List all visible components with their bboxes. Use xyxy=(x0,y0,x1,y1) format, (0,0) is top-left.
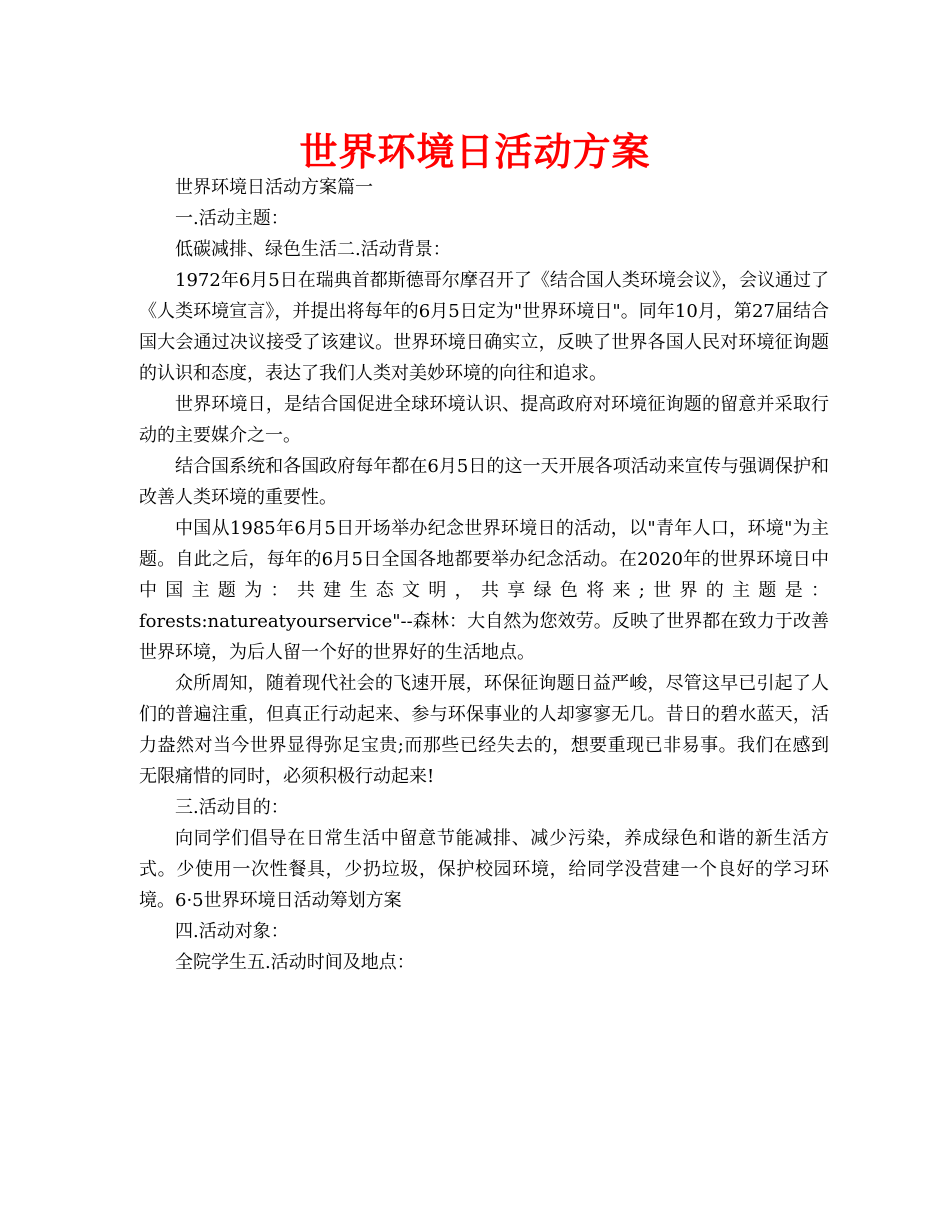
body-paragraph: 中国从1985年6月5日开场举办纪念世界环境日的活动，以"青年人口，环境"为主题。自此之后，每年的6月5日全国各地都要举办纪念活动。在2020年的世界环境日中中国主题为：共建生态文明，共享绿色将来;世界的主题是：forests:natureatyourservice"--森林：大自然为您效劳。反映了世界都在致力于改善世界环境，为后人留一个好的世界好的生活地点。 xyxy=(139,518,829,663)
section-heading: 四.活动对象： xyxy=(175,921,289,942)
section-heading: 世界环境日活动方案篇一 xyxy=(175,177,373,198)
document-body xyxy=(139,172,829,978)
body-paragraph: 低碳减排、绿色生活二.活动背景： xyxy=(175,239,451,260)
body-paragraph: 向同学们倡导在日常生活中留意节能减排、减少污染，养成绿色和谐的新生活方式。少使用一次性餐具，少扔垃圾，保护校园环境，给同学没营建一个良好的学习环境。6·5世界环境日活动筹划方案 xyxy=(139,828,829,911)
body-paragraph: 众所周知，随着现代社会的飞速开展，环保征询题日益严峻，尽管这早已引起了人们的普遍注重，但真正行动起来、参与环保事业的人却寥寥无几。昔日的碧水蓝天，活力盎然对当今世界显得弥足宝贵;而那些已经失去的，想要重现已非易事。我们在感到无限痛惜的同时，必须积极行动起来! xyxy=(139,673,829,787)
body-paragraph: 1972年6月5日在瑞典首都斯德哥尔摩召开了《结合国人类环境会议》，会议通过了《人类环境宣言》，并提出将每年的6月5日定为"世界环境日"。同年10月，第27届结合国大会通过决议接受了该建议。世界环境日确实立，反映了世界各国人民对环境征询题的认识和态度，表达了我们人类对美妙环境的向往和追求。 xyxy=(139,270,829,384)
body-paragraph: 全院学生五.活动时间及地点： xyxy=(175,952,415,973)
body-paragraph: 结合国系统和各国政府每年都在6月5日的这一天开展各项活动来宣传与强调保护和改善人类环境的重要性。 xyxy=(139,456,829,508)
section-heading: 一.活动主题： xyxy=(175,208,289,229)
section-heading: 三.活动目的： xyxy=(175,797,289,818)
document-title: 世界环境日活动方案 xyxy=(299,130,651,174)
body-paragraph: 世界环境日，是结合国促进全球环境认识、提高政府对环境征询题的留意并采取行动的主要媒介之一。 xyxy=(139,394,829,446)
